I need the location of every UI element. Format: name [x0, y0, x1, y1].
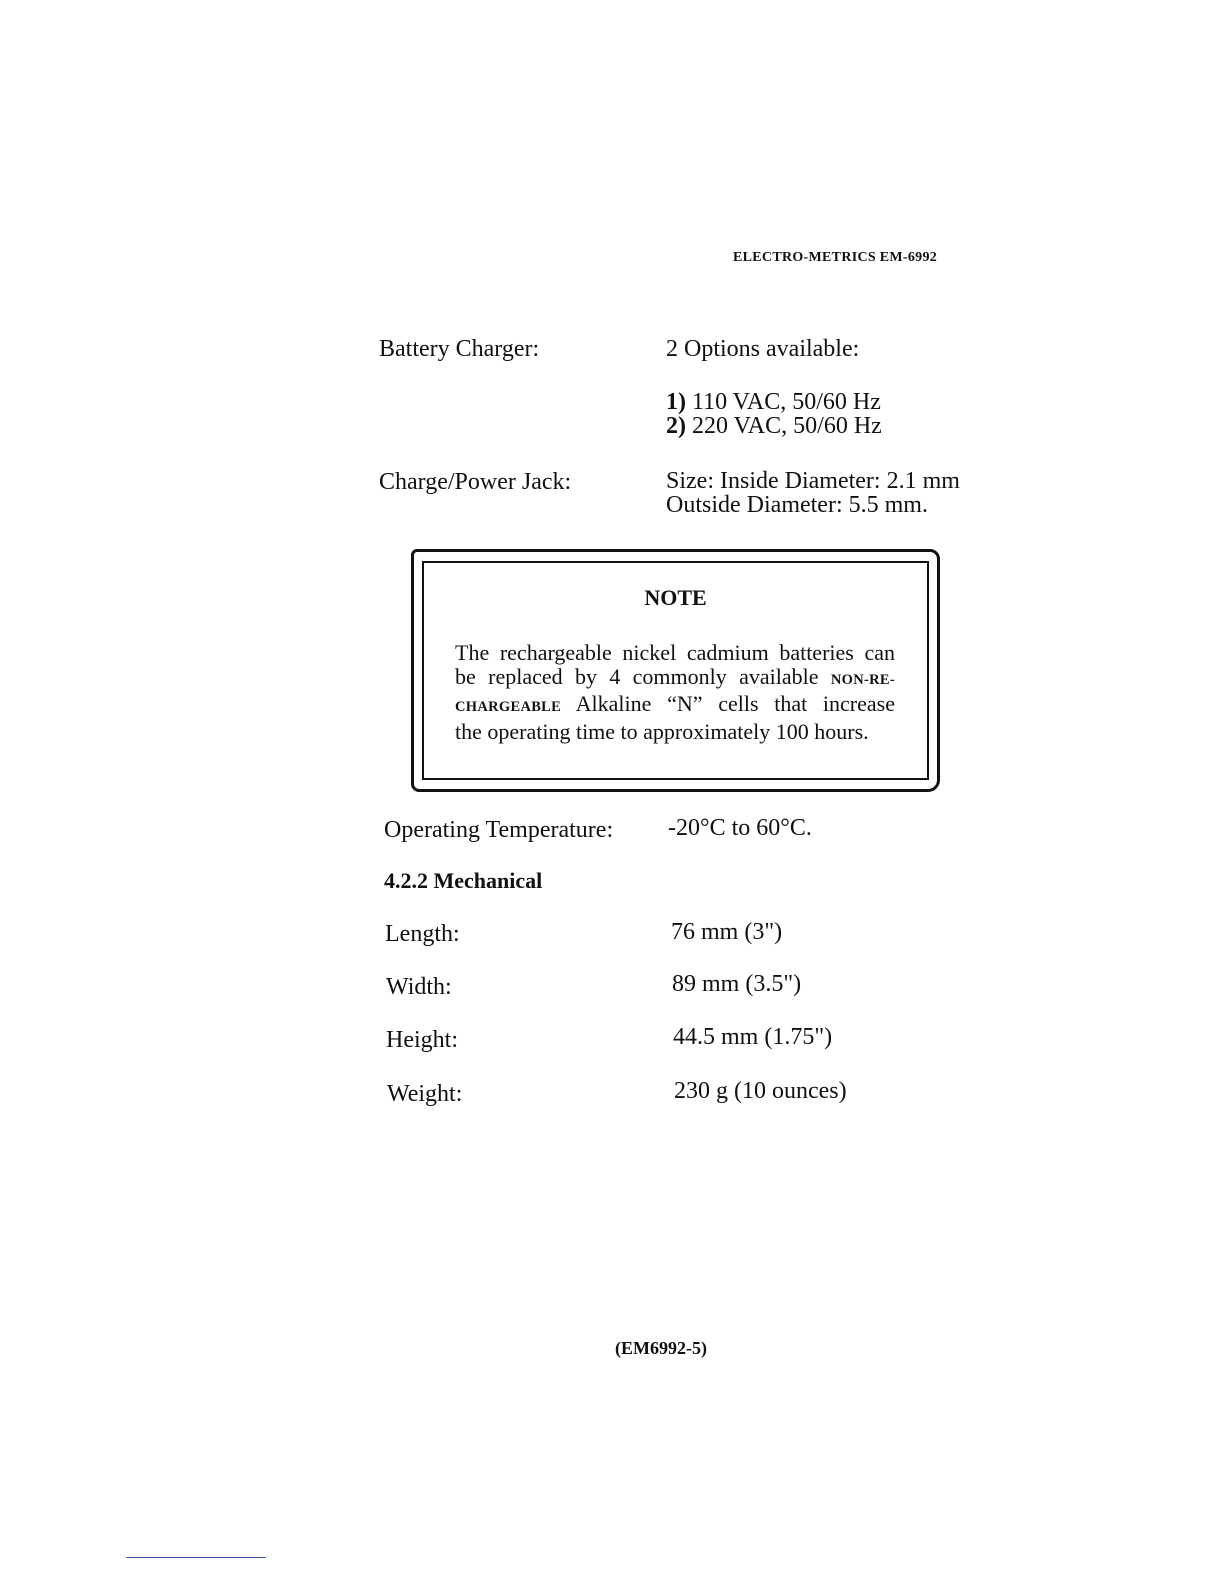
note-line-3: [455, 692, 895, 720]
note-line-3-text: Alkaline “N” cells that increase: [575, 691, 895, 716]
battery-charger-value: 2 Options available:: [666, 336, 860, 362]
option-1-number: 1): [666, 389, 686, 415]
length-value: 76 mm (3"): [671, 919, 783, 945]
option-2-number: 2): [666, 413, 686, 439]
mechanical-heading: 4.2.2 Mechanical: [384, 868, 543, 893]
battery-charger-option-2: [666, 414, 882, 438]
option-1-text: 110 VAC, 50/60 Hz: [692, 389, 881, 415]
width-label: Width:: [386, 974, 452, 1000]
length-label: Length:: [385, 921, 460, 947]
note-line-3-caps: CHARGEABLE: [455, 699, 562, 715]
operating-temperature-label: Operating Temperature:: [384, 817, 614, 843]
page-footer-id: (EM6992-5): [615, 1338, 707, 1358]
option-2-text: 220 VAC, 50/60 Hz: [692, 413, 882, 439]
height-label: Height:: [386, 1027, 458, 1053]
weight-label: Weight:: [387, 1081, 463, 1107]
note-text: [455, 641, 895, 743]
height-value: 44.5 mm (1.75"): [673, 1024, 833, 1050]
charge-power-jack-value-line-2: Outside Diameter: 5.5 mm.: [666, 492, 928, 518]
note-title: NOTE: [644, 585, 707, 610]
battery-charger-label: Battery Charger:: [379, 336, 540, 362]
charge-power-jack-label: Charge/Power Jack:: [379, 469, 572, 495]
document-header: ELECTRO-METRICS EM-6992: [733, 250, 938, 265]
note-line-2: [455, 665, 895, 693]
operating-temperature-value: -20°C to 60°C.: [668, 815, 812, 841]
note-line-2-text: be replaced by 4 commonly available: [455, 663, 819, 689]
note-inner-border: [422, 561, 929, 780]
note-line-1: The rechargeable nickel cadmium batteries can: [455, 640, 895, 665]
width-value: 89 mm (3.5"): [672, 971, 802, 997]
note-box: [411, 549, 940, 792]
bottom-divider: [126, 1557, 266, 1558]
charge-power-jack-value-line-1: Size: Inside Diameter: 2.1 mm: [666, 468, 960, 494]
battery-charger-option-1: [666, 390, 881, 414]
note-line-2-caps: NON-RE-: [830, 671, 896, 688]
weight-value: 230 g (10 ounces): [674, 1078, 847, 1104]
note-line-4: the operating time to approximately 100 hours.: [455, 718, 869, 744]
